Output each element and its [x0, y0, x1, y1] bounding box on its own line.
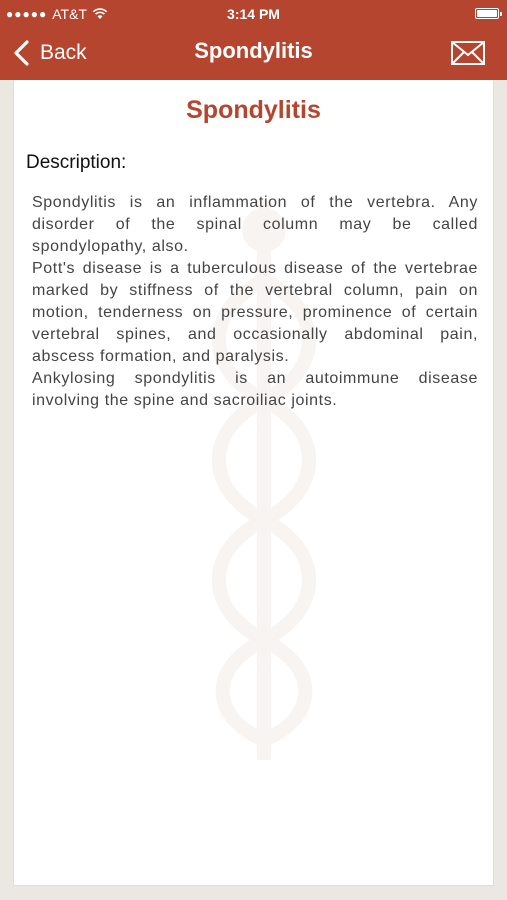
- description-paragraph: Pott's disease is a tuberculous disease of the vertebrae marked by stiffness of the vertebral column, pain on motion, tenderness on pressure, prominence of certain vertebral spines, and occasionally abdominal pain, abscess formation, and paralysis.: [32, 260, 478, 365]
- description-paragraph: Spondylitis is an inflammation of the vertebra. Any disorder of the spinal column may be called spondylopathy, also.: [32, 194, 478, 255]
- status-bar: [0, 0, 507, 28]
- signal-strength-icon: ●●●●●: [6, 7, 48, 21]
- description-label: Description:: [26, 152, 127, 173]
- back-button-label: Back: [40, 41, 87, 64]
- battery-icon: [475, 8, 499, 19]
- navigation-bar: [0, 28, 507, 80]
- carrier-label: AT&T: [52, 6, 87, 22]
- description-text: [32, 192, 478, 412]
- envelope-icon[interactable]: [451, 41, 485, 65]
- page-title: Spondylitis: [186, 96, 321, 124]
- description-paragraph: Ankylosing spondylitis is an autoimmune disease involving the spine and sacroiliac joints.: [32, 370, 478, 409]
- app-header: [0, 0, 507, 80]
- content-card: [13, 80, 494, 886]
- nav-title: Spondylitis: [194, 38, 313, 63]
- status-time: 3:14 PM: [227, 6, 280, 22]
